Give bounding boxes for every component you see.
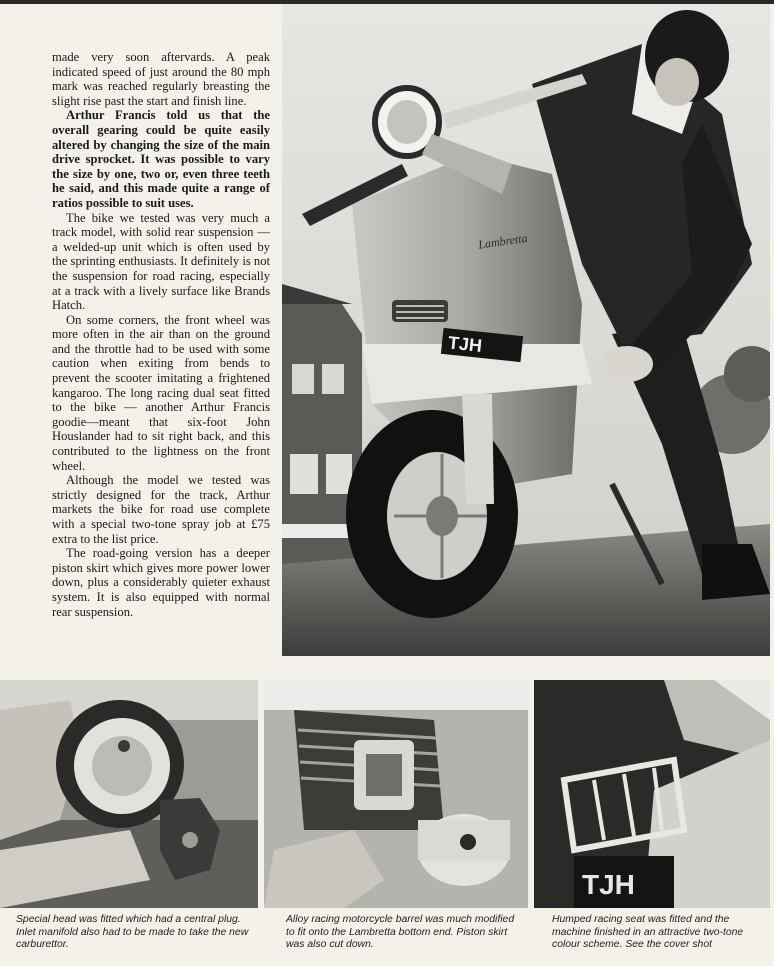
paragraph-5: Although the model we tested was strictly designed for the track, Arthur markets the bike for road use complete with a special two-tone spray job at £75 extra to the list price. (52, 473, 270, 546)
paragraph-1: made very soon aftervards. A peak indicated speed of just around the 80 mph mark was reached regularly breasting the slight rise past the start and finish line. (52, 50, 270, 108)
number-plate-text: TJH (447, 332, 483, 356)
scooter-rider-photo (282, 4, 770, 656)
racing-seat-photo (534, 680, 770, 908)
barrel-piston-photo (264, 680, 528, 908)
rear-plate-text: TJH (582, 869, 635, 900)
caption-cylinder-head: Special head was fitted which had a central plug. Inlet manifold also had to be made to take the new carburettor. (16, 914, 249, 951)
article-column (52, 50, 270, 619)
paragraph-4: On some corners, the front wheel was more often in the air than on the ground and the throttle had to be used with some caution when exiting from bends to prevent the scooter imitating a frightened kangaroo. The long racing dual seat fitted to the bike — another Arthur Francis goodie—meant that six-foot John Houslander had to sit right back, and this contributed to the lightness on the front wheel. (52, 312, 270, 473)
lambretta-badge-text: Lambretta (477, 230, 529, 252)
caption-barrel: Alloy racing motorcycle barrel was much modified to fit onto the Lambretta bottom end. Piston skirt was also cut down. (286, 914, 515, 951)
paragraph-2: Arthur Francis told us that the overall gearing could be quite easily altered by changing the size of the main drive sprocket. It was possible to vary the size by one, two or, even three teeth he said, and this made quite a range of ratios possible to suit uses. (52, 108, 270, 210)
cylinder-head-photo (0, 680, 258, 908)
paragraph-3: The bike we tested was very much a track model, with solid rear suspension — a welded-up unit which is often used by the sprinting enthusiasts. It definitely is not the suspension for road racing, especially at a track with a lively surface like Brands Hatch. (52, 210, 270, 313)
caption-racing-seat: Humped racing seat was fitted and the machine finished in an attractive two-tone colour scheme. See the cover shot (552, 914, 744, 951)
paragraph-6: The road-going version has a deeper piston skirt which gives more power lower down, plus a considerably quieter exhaust system. It is also equipped with normal rear suspension. (52, 546, 270, 619)
